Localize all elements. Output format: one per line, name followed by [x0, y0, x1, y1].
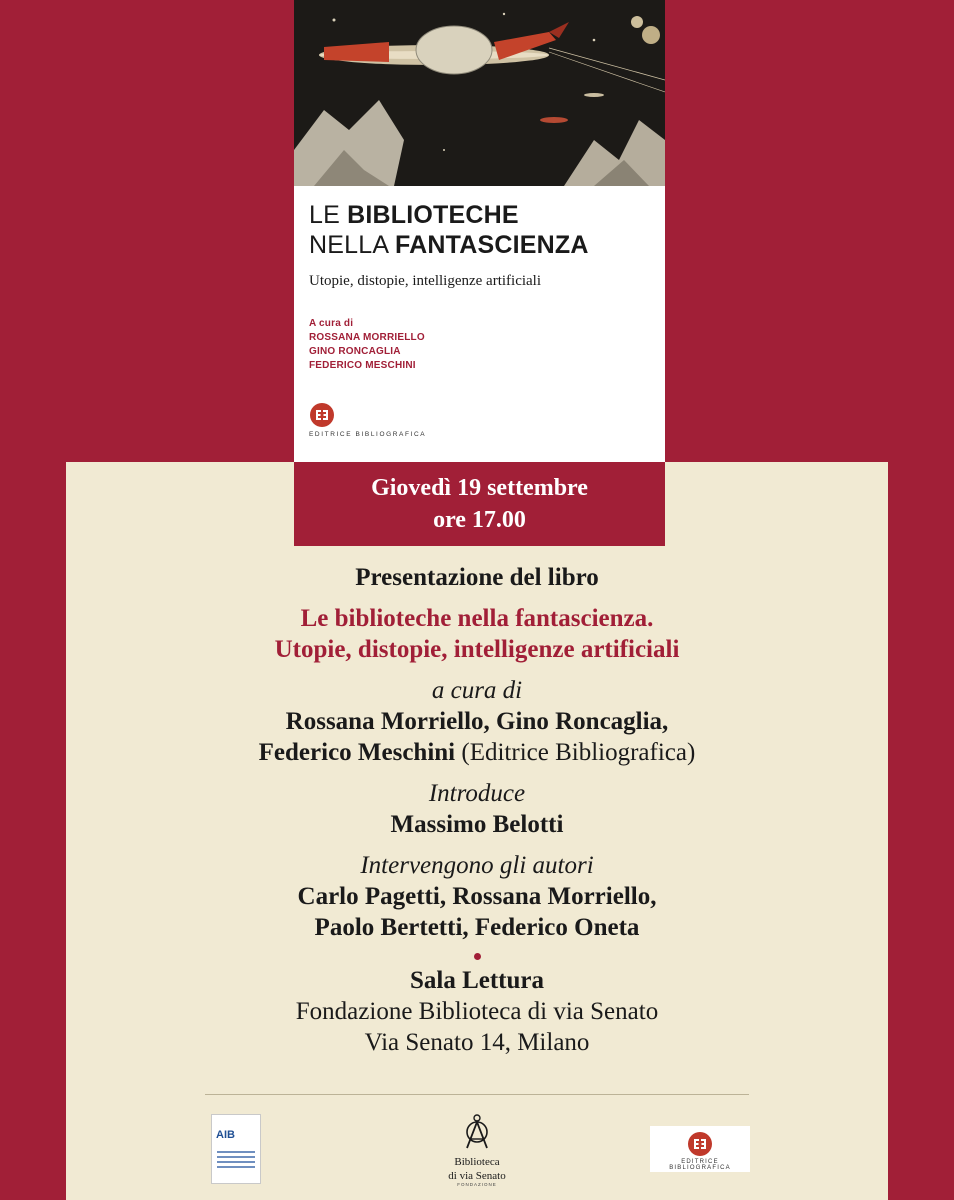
cover-publisher: EDITRICE BIBLIOGRAFICA	[309, 431, 427, 438]
aib-logo-lines-icon	[217, 1151, 255, 1171]
spacer	[66, 840, 888, 850]
bvs-logo-line-2: di via Senato	[448, 1170, 506, 1182]
speakers-line-1: Carlo Pagetti, Rossana Morriello,	[297, 883, 657, 910]
cover-title-line1-light: LE	[309, 201, 348, 229]
book-title-line-2: Utopie, distopie, intelligenze artificiali	[274, 636, 680, 663]
cover-title	[309, 200, 589, 260]
biblioteca-via-senato-logo	[431, 1110, 523, 1200]
venue-name: Sala Lettura	[409, 967, 545, 994]
editrice-bibliografica-logo	[650, 1126, 750, 1172]
book-title-line-1: Le biblioteche nella fantascienza.	[300, 605, 654, 632]
cover-editor-3: FEDERICO MESCHINI	[309, 360, 416, 371]
curated-label: a cura di	[431, 677, 523, 704]
editors-line-2-name: Federico Meschini	[258, 739, 456, 766]
cover-title-line1-bold: BIBLIOTECHE	[347, 201, 519, 229]
venue-address: Via Senato 14, Milano	[364, 1029, 590, 1056]
cover-title-line2-bold: FANTASCIENZA	[394, 231, 589, 259]
cover-editor-2: GINO RONCAGLIA	[309, 346, 401, 357]
event-heading: Presentazione del libro	[355, 564, 599, 591]
book-cover	[294, 0, 665, 462]
intro-name: Massimo Belotti	[390, 811, 564, 838]
intro-label: Introduce	[428, 780, 526, 807]
eb-mark-icon	[687, 1131, 713, 1157]
spaceship-illustration	[294, 0, 665, 186]
cover-editor-1: ROSSANA MORRIELLO	[309, 332, 425, 343]
cover-credits-label: A cura di	[309, 318, 354, 329]
bvs-logo-line-1: Biblioteca	[454, 1156, 500, 1168]
speakers-line-2: Paolo Bertetti, Federico Oneta	[314, 914, 640, 941]
cover-title-line2-light: NELLA	[309, 231, 395, 259]
cover-artwork	[294, 0, 665, 186]
cover-credits	[309, 317, 425, 373]
publisher-logo-icon	[309, 402, 335, 432]
event-time: ore 17.00	[433, 507, 526, 533]
editors-line-2-publisher: (Editrice Bibliografica)	[455, 739, 696, 766]
eb-logo-text: EDITRICE BIBLIOGRAFICA	[669, 1159, 731, 1171]
editors-line-2	[66, 737, 888, 768]
event-details	[66, 562, 888, 1058]
spacer	[66, 768, 888, 778]
spacer	[66, 593, 888, 603]
separator-dot-icon	[474, 953, 481, 960]
cover-subtitle: Utopie, distopie, intelligenze artificiali	[309, 273, 542, 289]
aib-logo-text: AIB	[216, 1129, 235, 1141]
bvs-logo-foot: FONDAZIONE	[457, 1182, 497, 1187]
date-box	[294, 462, 665, 546]
spacer	[66, 665, 888, 675]
event-date: Giovedì 19 settembre	[371, 475, 588, 501]
aib-logo	[211, 1114, 261, 1184]
editors-line-1: Rossana Morriello, Gino Roncaglia,	[285, 708, 669, 735]
bvs-monogram-icon	[457, 1110, 497, 1150]
speakers-label: Intervengono gli autori	[360, 852, 594, 879]
divider	[205, 1094, 749, 1095]
venue-org: Fondazione Biblioteca di via Senato	[295, 998, 659, 1025]
